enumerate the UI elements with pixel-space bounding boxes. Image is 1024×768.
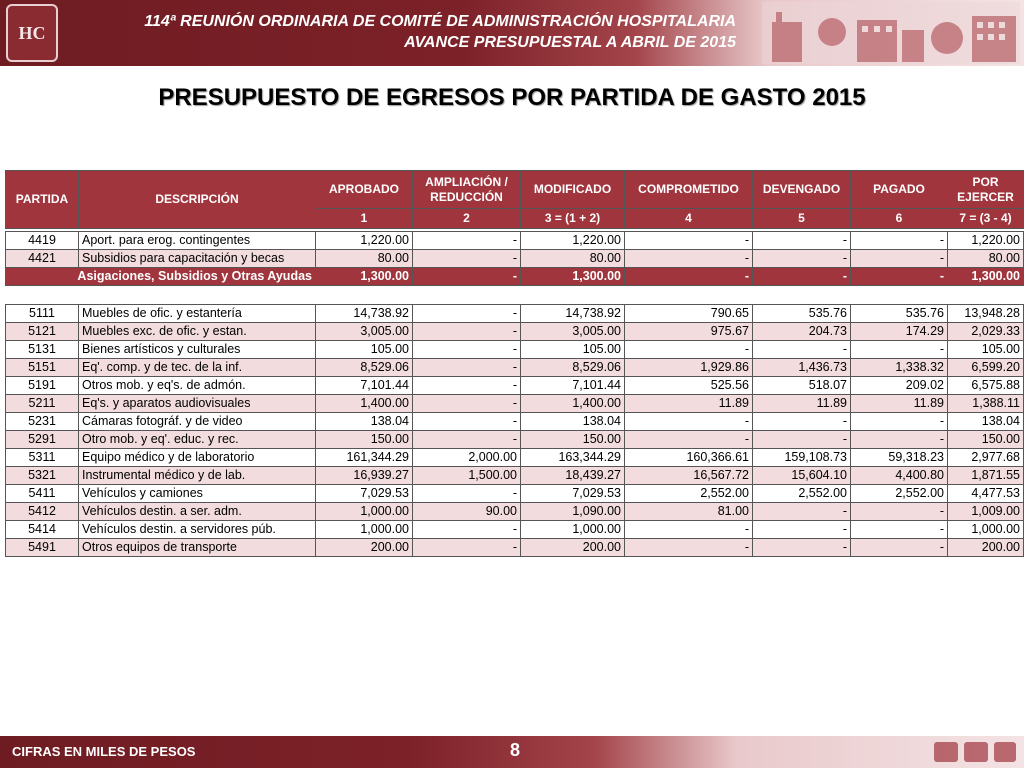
footer-banner bbox=[0, 736, 1024, 768]
cell-partida: 5291 bbox=[6, 431, 79, 449]
cell-amount: 3,005.00 bbox=[521, 323, 625, 341]
table-row bbox=[6, 521, 1024, 539]
cell-amount: - bbox=[413, 377, 521, 395]
university-logo bbox=[6, 4, 58, 62]
cell-amount: - bbox=[625, 341, 753, 359]
cell-amount: 18,439.27 bbox=[521, 467, 625, 485]
cell-amount: 204.73 bbox=[753, 323, 851, 341]
cell-partida: 5411 bbox=[6, 485, 79, 503]
cell-amount: 1,009.00 bbox=[948, 503, 1024, 521]
cell-amount: 6,575.88 bbox=[948, 377, 1024, 395]
table-row bbox=[6, 449, 1024, 467]
cell-amount: 1,000.00 bbox=[521, 521, 625, 539]
cell-amount: 16,567.72 bbox=[625, 467, 753, 485]
header-banner bbox=[0, 0, 1024, 66]
cell-partida: 5311 bbox=[6, 449, 79, 467]
col-header-comprometido: COMPROMETIDO bbox=[625, 171, 753, 209]
cell-amount: 150.00 bbox=[316, 431, 413, 449]
col-header-devengado: DEVENGADO bbox=[753, 171, 851, 209]
cell-descripcion: Eq's. y aparatos audiovisuales bbox=[79, 395, 316, 413]
table-row bbox=[6, 467, 1024, 485]
cell-amount: - bbox=[625, 521, 753, 539]
cell-amount: - bbox=[851, 341, 948, 359]
cell-amount: - bbox=[753, 539, 851, 557]
subtotal-label: Asigaciones, Subsidios y Otras Ayudas bbox=[6, 268, 316, 286]
cell-amount: 1,220.00 bbox=[521, 232, 625, 250]
cell-amount: 4,400.80 bbox=[851, 467, 948, 485]
table-row bbox=[6, 539, 1024, 557]
cell-amount: 174.29 bbox=[851, 323, 948, 341]
cell-amount: - bbox=[851, 413, 948, 431]
cell-partida: 5151 bbox=[6, 359, 79, 377]
col-header-ampliacion-l1: AMPLIACIÓN / bbox=[425, 174, 508, 189]
cell-amount: - bbox=[413, 485, 521, 503]
cell-amount: 11.89 bbox=[753, 395, 851, 413]
cell-amount: - bbox=[625, 431, 753, 449]
cell-amount: 14,738.92 bbox=[316, 305, 413, 323]
cell-amount: - bbox=[753, 503, 851, 521]
cell-amount: 138.04 bbox=[948, 413, 1024, 431]
cell-amount: 159,108.73 bbox=[753, 449, 851, 467]
col-header-pagado: PAGADO bbox=[851, 171, 948, 209]
cell-amount: 105.00 bbox=[521, 341, 625, 359]
subtotal-amount: - bbox=[851, 268, 948, 286]
cell-partida: 5414 bbox=[6, 521, 79, 539]
cell-partida: 5111 bbox=[6, 305, 79, 323]
subtotal-amount: 1,300.00 bbox=[521, 268, 625, 286]
cell-amount: - bbox=[625, 250, 753, 268]
subtotal-amount: - bbox=[753, 268, 851, 286]
footer-logos-icon bbox=[930, 738, 1020, 766]
cell-amount: 6,599.20 bbox=[948, 359, 1024, 377]
cell-amount: - bbox=[413, 323, 521, 341]
cell-amount: - bbox=[413, 539, 521, 557]
col-number: 1 bbox=[316, 209, 413, 229]
cell-amount: 161,344.29 bbox=[316, 449, 413, 467]
cell-amount: 200.00 bbox=[316, 539, 413, 557]
subtotal-amount: - bbox=[413, 268, 521, 286]
cell-descripcion: Muebles exc. de ofic. y estan. bbox=[79, 323, 316, 341]
cell-amount: 80.00 bbox=[521, 250, 625, 268]
cell-amount: 1,871.55 bbox=[948, 467, 1024, 485]
cell-amount: 11.89 bbox=[625, 395, 753, 413]
cell-amount: - bbox=[753, 341, 851, 359]
cell-amount: - bbox=[625, 232, 753, 250]
cell-amount: 59,318.23 bbox=[851, 449, 948, 467]
page-number: 8 bbox=[509, 740, 520, 760]
cell-amount: 1,400.00 bbox=[316, 395, 413, 413]
cell-descripcion: Vehículos destin. a servidores púb. bbox=[79, 521, 316, 539]
cell-partida: 5491 bbox=[6, 539, 79, 557]
cell-amount: 15,604.10 bbox=[753, 467, 851, 485]
cell-descripcion: Cámaras fotográf. y de video bbox=[79, 413, 316, 431]
table-row bbox=[6, 232, 1024, 250]
table-row bbox=[6, 413, 1024, 431]
cell-amount: 1,388.11 bbox=[948, 395, 1024, 413]
subtotal-amount: 1,300.00 bbox=[948, 268, 1024, 286]
cell-amount: 518.07 bbox=[753, 377, 851, 395]
table-row bbox=[6, 250, 1024, 268]
cell-amount: - bbox=[413, 521, 521, 539]
meeting-title: 114ª REUNIÓN ORDINARIA DE COMITÉ DE ADMINISTRACIÓN HOSPITALARIA bbox=[144, 13, 736, 30]
cell-amount: - bbox=[625, 539, 753, 557]
cell-amount: 7,029.53 bbox=[316, 485, 413, 503]
col-header-por-ejercer bbox=[948, 171, 1024, 209]
cell-amount: 2,552.00 bbox=[625, 485, 753, 503]
cell-amount: 200.00 bbox=[948, 539, 1024, 557]
cell-amount: - bbox=[753, 413, 851, 431]
cell-amount: 200.00 bbox=[521, 539, 625, 557]
cell-amount: 975.67 bbox=[625, 323, 753, 341]
cell-amount: 3,005.00 bbox=[316, 323, 413, 341]
col-header-por-ejercer-l1: POR bbox=[972, 174, 999, 189]
col-number: 5 bbox=[753, 209, 851, 229]
col-header-por-ejercer-l2: EJERCER bbox=[957, 189, 1014, 204]
cell-amount: - bbox=[851, 539, 948, 557]
cell-amount: 2,029.33 bbox=[948, 323, 1024, 341]
cell-amount: 163,344.29 bbox=[521, 449, 625, 467]
table-row bbox=[6, 485, 1024, 503]
cell-partida: 5191 bbox=[6, 377, 79, 395]
cell-amount: - bbox=[413, 305, 521, 323]
cell-amount: - bbox=[413, 341, 521, 359]
cell-amount: - bbox=[413, 250, 521, 268]
cell-amount: 150.00 bbox=[948, 431, 1024, 449]
cell-amount: 80.00 bbox=[316, 250, 413, 268]
table-row bbox=[6, 395, 1024, 413]
cell-amount: 1,929.86 bbox=[625, 359, 753, 377]
cell-partida: 5412 bbox=[6, 503, 79, 521]
page-title: PRESUPUESTO DE EGRESOS POR PARTIDA DE GASTO 2015 bbox=[158, 84, 866, 111]
cell-descripcion: Aport. para erog. contingentes bbox=[79, 232, 316, 250]
cell-amount: - bbox=[851, 503, 948, 521]
cell-amount: 11.89 bbox=[851, 395, 948, 413]
cell-amount: 525.56 bbox=[625, 377, 753, 395]
cell-amount: 8,529.06 bbox=[521, 359, 625, 377]
col-header-aprobado: APROBADO bbox=[316, 171, 413, 209]
cell-amount: 80.00 bbox=[948, 250, 1024, 268]
cell-partida: 4419 bbox=[6, 232, 79, 250]
cell-amount: - bbox=[851, 431, 948, 449]
cell-amount: 1,400.00 bbox=[521, 395, 625, 413]
col-number: 6 bbox=[851, 209, 948, 229]
cell-amount: - bbox=[753, 431, 851, 449]
col-number: 3 = (1 + 2) bbox=[521, 209, 625, 229]
budget-table-header bbox=[5, 170, 1024, 229]
subtotal-amount: 1,300.00 bbox=[316, 268, 413, 286]
col-header-modificado: MODIFICADO bbox=[521, 171, 625, 209]
cell-amount: - bbox=[753, 232, 851, 250]
cell-amount: - bbox=[413, 232, 521, 250]
budget-table-5000 bbox=[5, 304, 1024, 557]
cell-amount: 160,366.61 bbox=[625, 449, 753, 467]
cell-amount: 2,552.00 bbox=[851, 485, 948, 503]
cell-descripcion: Otro mob. y eq'. educ. y rec. bbox=[79, 431, 316, 449]
cell-descripcion: Otros equipos de transporte bbox=[79, 539, 316, 557]
cell-amount: 138.04 bbox=[521, 413, 625, 431]
cell-descripcion: Bienes artísticos y culturales bbox=[79, 341, 316, 359]
cell-amount: 138.04 bbox=[316, 413, 413, 431]
cell-amount: - bbox=[851, 521, 948, 539]
col-number: 2 bbox=[413, 209, 521, 229]
cell-amount: - bbox=[753, 521, 851, 539]
cell-amount: 1,500.00 bbox=[413, 467, 521, 485]
col-number: 7 = (3 - 4) bbox=[948, 209, 1024, 229]
cell-amount: 7,101.44 bbox=[521, 377, 625, 395]
cell-amount: 8,529.06 bbox=[316, 359, 413, 377]
cell-amount: 14,738.92 bbox=[521, 305, 625, 323]
cell-amount: 1,000.00 bbox=[316, 521, 413, 539]
cell-amount: 16,939.27 bbox=[316, 467, 413, 485]
cell-amount: - bbox=[413, 431, 521, 449]
table-row bbox=[6, 359, 1024, 377]
cell-amount: 535.76 bbox=[753, 305, 851, 323]
table-row bbox=[6, 503, 1024, 521]
cell-partida: 5131 bbox=[6, 341, 79, 359]
table-row bbox=[6, 305, 1024, 323]
cell-amount: - bbox=[413, 359, 521, 377]
cell-partida: 5121 bbox=[6, 323, 79, 341]
cell-amount: 105.00 bbox=[948, 341, 1024, 359]
table-row bbox=[6, 431, 1024, 449]
cell-amount: 2,977.68 bbox=[948, 449, 1024, 467]
cell-descripcion: Instrumental médico y de lab. bbox=[79, 467, 316, 485]
cell-amount: 1,338.32 bbox=[851, 359, 948, 377]
cell-amount: 1,000.00 bbox=[316, 503, 413, 521]
col-header-descripcion: DESCRIPCIÓN bbox=[79, 171, 316, 229]
cell-partida: 5211 bbox=[6, 395, 79, 413]
report-subtitle: AVANCE PRESUPUESTAL A ABRIL DE 2015 bbox=[404, 34, 736, 51]
cell-amount: - bbox=[413, 413, 521, 431]
cell-amount: 2,000.00 bbox=[413, 449, 521, 467]
cell-descripcion: Equipo médico y de laboratorio bbox=[79, 449, 316, 467]
cell-amount: 13,948.28 bbox=[948, 305, 1024, 323]
subtotal-amount: - bbox=[625, 268, 753, 286]
table-row bbox=[6, 377, 1024, 395]
cell-descripcion: Subsidios para capacitación y becas bbox=[79, 250, 316, 268]
cell-amount: 4,477.53 bbox=[948, 485, 1024, 503]
cell-amount: 1,000.00 bbox=[948, 521, 1024, 539]
col-header-ampliacion bbox=[413, 171, 521, 209]
cell-amount: 150.00 bbox=[521, 431, 625, 449]
subtotal-row bbox=[6, 268, 1024, 286]
cell-partida: 5231 bbox=[6, 413, 79, 431]
cell-amount: - bbox=[851, 232, 948, 250]
cell-amount: 1,436.73 bbox=[753, 359, 851, 377]
cell-descripcion: Eq'. comp. y de tec. de la inf. bbox=[79, 359, 316, 377]
cell-amount: 1,220.00 bbox=[316, 232, 413, 250]
cell-amount: 1,220.00 bbox=[948, 232, 1024, 250]
cell-descripcion: Muebles de ofic. y estantería bbox=[79, 305, 316, 323]
cell-amount: 7,029.53 bbox=[521, 485, 625, 503]
cell-amount: 81.00 bbox=[625, 503, 753, 521]
budget-table-4000 bbox=[5, 231, 1024, 286]
cell-descripcion: Vehículos destin. a ser. adm. bbox=[79, 503, 316, 521]
cell-amount: - bbox=[851, 250, 948, 268]
col-number: 4 bbox=[625, 209, 753, 229]
cell-descripcion: Otros mob. y eq's. de admón. bbox=[79, 377, 316, 395]
cell-amount: 90.00 bbox=[413, 503, 521, 521]
col-header-partida: PARTIDA bbox=[6, 171, 79, 229]
cell-amount: - bbox=[625, 413, 753, 431]
cell-amount: 1,090.00 bbox=[521, 503, 625, 521]
cell-amount: 105.00 bbox=[316, 341, 413, 359]
cell-amount: 535.76 bbox=[851, 305, 948, 323]
table-row bbox=[6, 323, 1024, 341]
hospital-collage-image bbox=[762, 2, 1020, 64]
cell-partida: 5321 bbox=[6, 467, 79, 485]
cell-descripcion: Vehículos y camiones bbox=[79, 485, 316, 503]
cell-amount: 2,552.00 bbox=[753, 485, 851, 503]
cell-amount: 209.02 bbox=[851, 377, 948, 395]
col-header-ampliacion-l2: REDUCCIÓN bbox=[430, 189, 503, 204]
cell-amount: - bbox=[413, 395, 521, 413]
cell-amount: 790.65 bbox=[625, 305, 753, 323]
cell-amount: 7,101.44 bbox=[316, 377, 413, 395]
cell-partida: 4421 bbox=[6, 250, 79, 268]
table-row bbox=[6, 341, 1024, 359]
currency-note: CIFRAS EN MILES DE PESOS bbox=[12, 744, 196, 759]
logo-text: HC bbox=[18, 22, 46, 43]
cell-amount: - bbox=[753, 250, 851, 268]
